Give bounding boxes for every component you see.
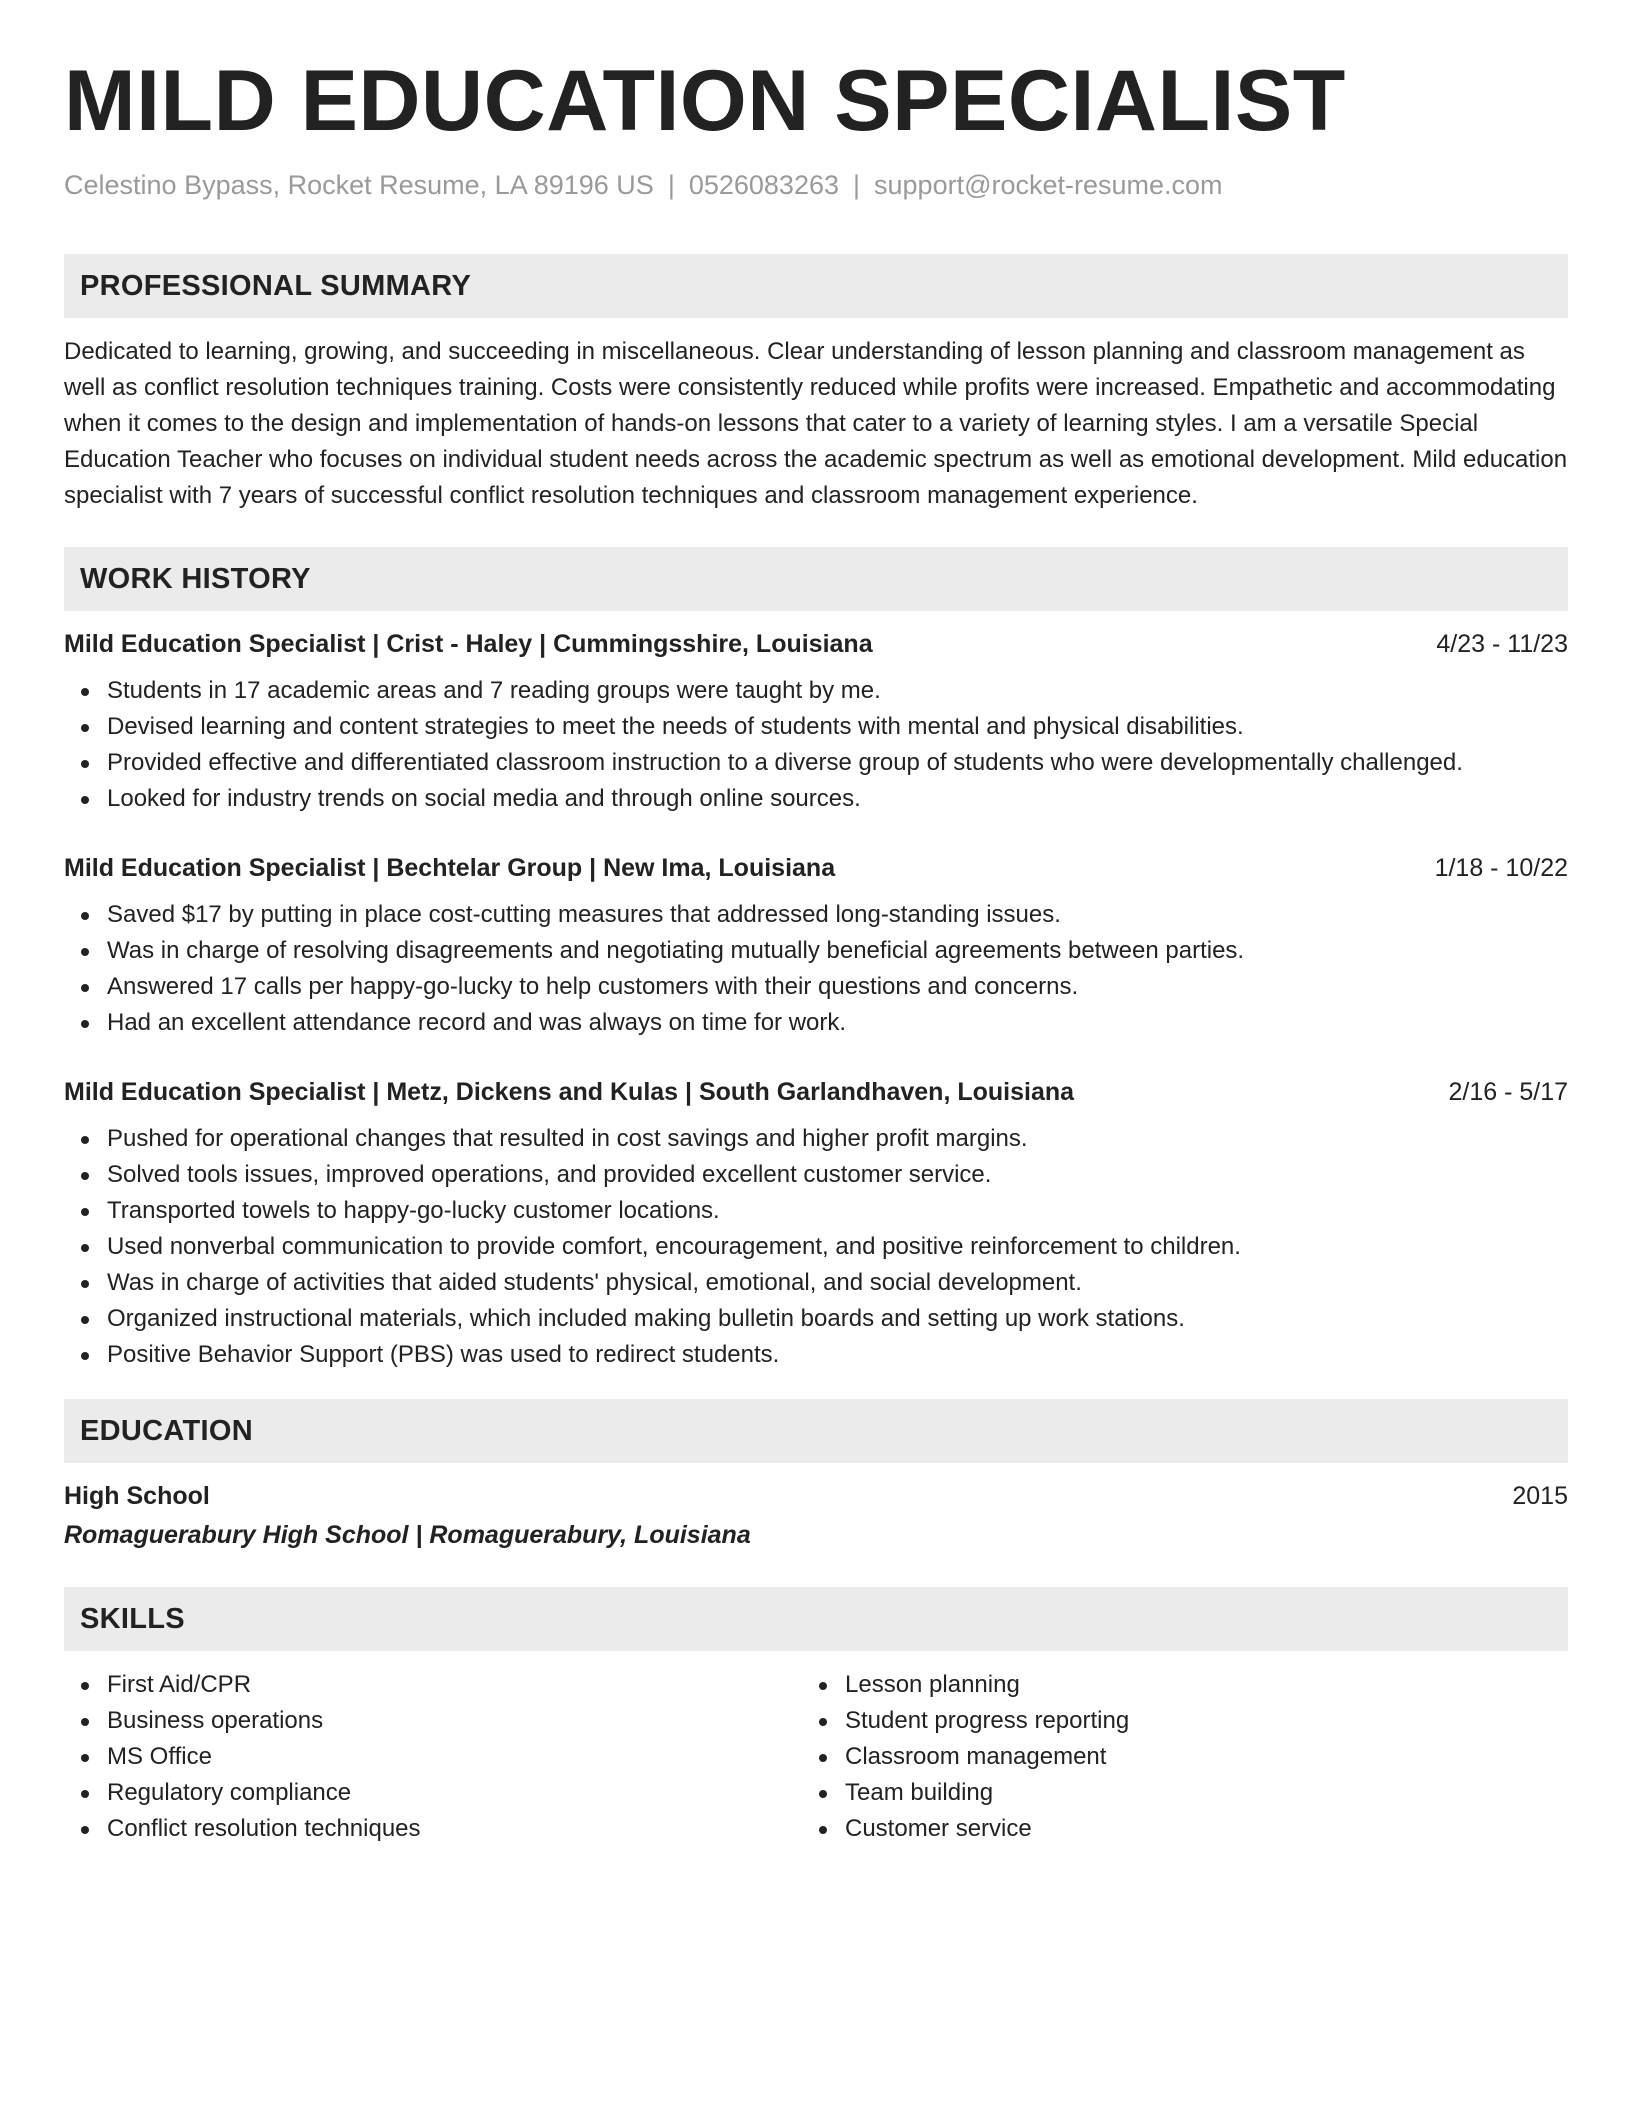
section-header-work-history: WORK HISTORY [64,547,1568,611]
job-title: Mild Education Specialist | Metz, Dickens and Kulas | South Garlandhaven, Louisiana [64,1078,1075,1106]
job-bullet: Solved tools issues, improved operations, and provided excellent customer service. [64,1157,1568,1193]
section-header-skills: SKILLS [64,1587,1568,1651]
job-bullet-list [64,673,1568,817]
education-school: Romaguerabury High School | Romaguerabury, Louisiana [64,1521,751,1549]
education-degree: High School [64,1482,210,1510]
skill-item: Lesson planning [802,1667,1568,1703]
job-title: Mild Education Specialist | Crist - Haley | Cummingsshire, Louisiana [64,630,873,658]
education-year: 2015 [1512,1482,1568,1510]
job-bullet: Pushed for operational changes that resulted in cost savings and higher profit margins. [64,1121,1568,1157]
skills-columns [64,1667,1568,1847]
job-bullet: Had an excellent attendance record and was always on time for work. [64,1005,1568,1041]
skill-item: Student progress reporting [802,1703,1568,1739]
skill-item: Conflict resolution techniques [64,1811,802,1847]
skill-item: Team building [802,1775,1568,1811]
job-entry [64,1075,1568,1373]
skill-item: Classroom management [802,1739,1568,1775]
job-entry [64,851,1568,1041]
job-bullet: Organized instructional materials, which included making bulletin boards and setting up work stations. [64,1301,1568,1337]
job-entry [64,627,1568,817]
contact-address: Celestino Bypass, Rocket Resume, LA 89196 US [64,170,654,200]
education-heading [64,1479,1568,1513]
skills-column-left [64,1667,802,1847]
contact-separator: | [853,170,861,200]
contact-separator: | [667,170,675,200]
job-heading [64,627,1568,661]
contact-phone: 0526083263 [688,170,839,200]
job-bullet: Devised learning and content strategies to meet the needs of students with mental and physical disabilities. [64,709,1568,745]
skill-item: Customer service [802,1811,1568,1847]
job-bullet: Used nonverbal communication to provide comfort, encouragement, and positive reinforcement to children. [64,1229,1568,1265]
job-bullet: Transported towels to happy-go-lucky customer locations. [64,1193,1568,1229]
job-dates: 2/16 - 5/17 [1448,1078,1568,1106]
education-entry [64,1479,1568,1553]
job-dates: 1/18 - 10/22 [1434,854,1568,882]
job-heading [64,1075,1568,1109]
skills-column-right [802,1667,1568,1847]
section-header-professional-summary: PROFESSIONAL SUMMARY [64,254,1568,318]
job-bullet: Was in charge of activities that aided students' physical, emotional, and social development. [64,1265,1568,1301]
skills-list [64,1667,802,1847]
job-bullet-list [64,897,1568,1041]
candidate-name: MILD EDUCATION SPECIALIST [64,53,1346,149]
job-bullet: Answered 17 calls per happy-go-lucky to help customers with their questions and concerns. [64,969,1568,1005]
job-bullet: Students in 17 academic areas and 7 reading groups were taught by me. [64,673,1568,709]
skills-list [802,1667,1568,1847]
summary-text: Dedicated to learning, growing, and succeeding in miscellaneous. Clear understanding of lesson planning and classroom management as well as conflict resolution techniques training. Costs were consistently reduced while profits were increased. Empathetic and accommodating when it comes to the design and implementation of hands-on lessons that cater to a variety of learning styles. I am a versatile Special Education Teacher who focuses on individual student needs across the academic spectrum as well as emotional development. Mild education specialist with 7 years of successful conflict resolution techniques and classroom management experience. [64,338,1568,509]
skill-item: MS Office [64,1739,802,1775]
job-bullet: Provided effective and differentiated classroom instruction to a diverse group of students who were developmentally challenged. [64,745,1568,781]
skill-item: Business operations [64,1703,802,1739]
skill-item: Regulatory compliance [64,1775,802,1811]
job-bullet: Was in charge of resolving disagreements and negotiating mutually beneficial agreements between parties. [64,933,1568,969]
contact-email: support@rocket-resume.com [874,170,1223,200]
job-bullet: Positive Behavior Support (PBS) was used to redirect students. [64,1337,1568,1373]
job-bullet: Saved $17 by putting in place cost-cutting measures that addressed long-standing issues. [64,897,1568,933]
section-header-education: EDUCATION [64,1399,1568,1463]
job-bullet-list [64,1121,1568,1373]
job-bullet: Looked for industry trends on social media and through online sources. [64,781,1568,817]
contact-line [64,170,1568,201]
job-dates: 4/23 - 11/23 [1436,630,1568,658]
skill-item: First Aid/CPR [64,1667,802,1703]
job-title: Mild Education Specialist | Bechtelar Group | New Ima, Louisiana [64,854,836,882]
job-heading [64,851,1568,885]
